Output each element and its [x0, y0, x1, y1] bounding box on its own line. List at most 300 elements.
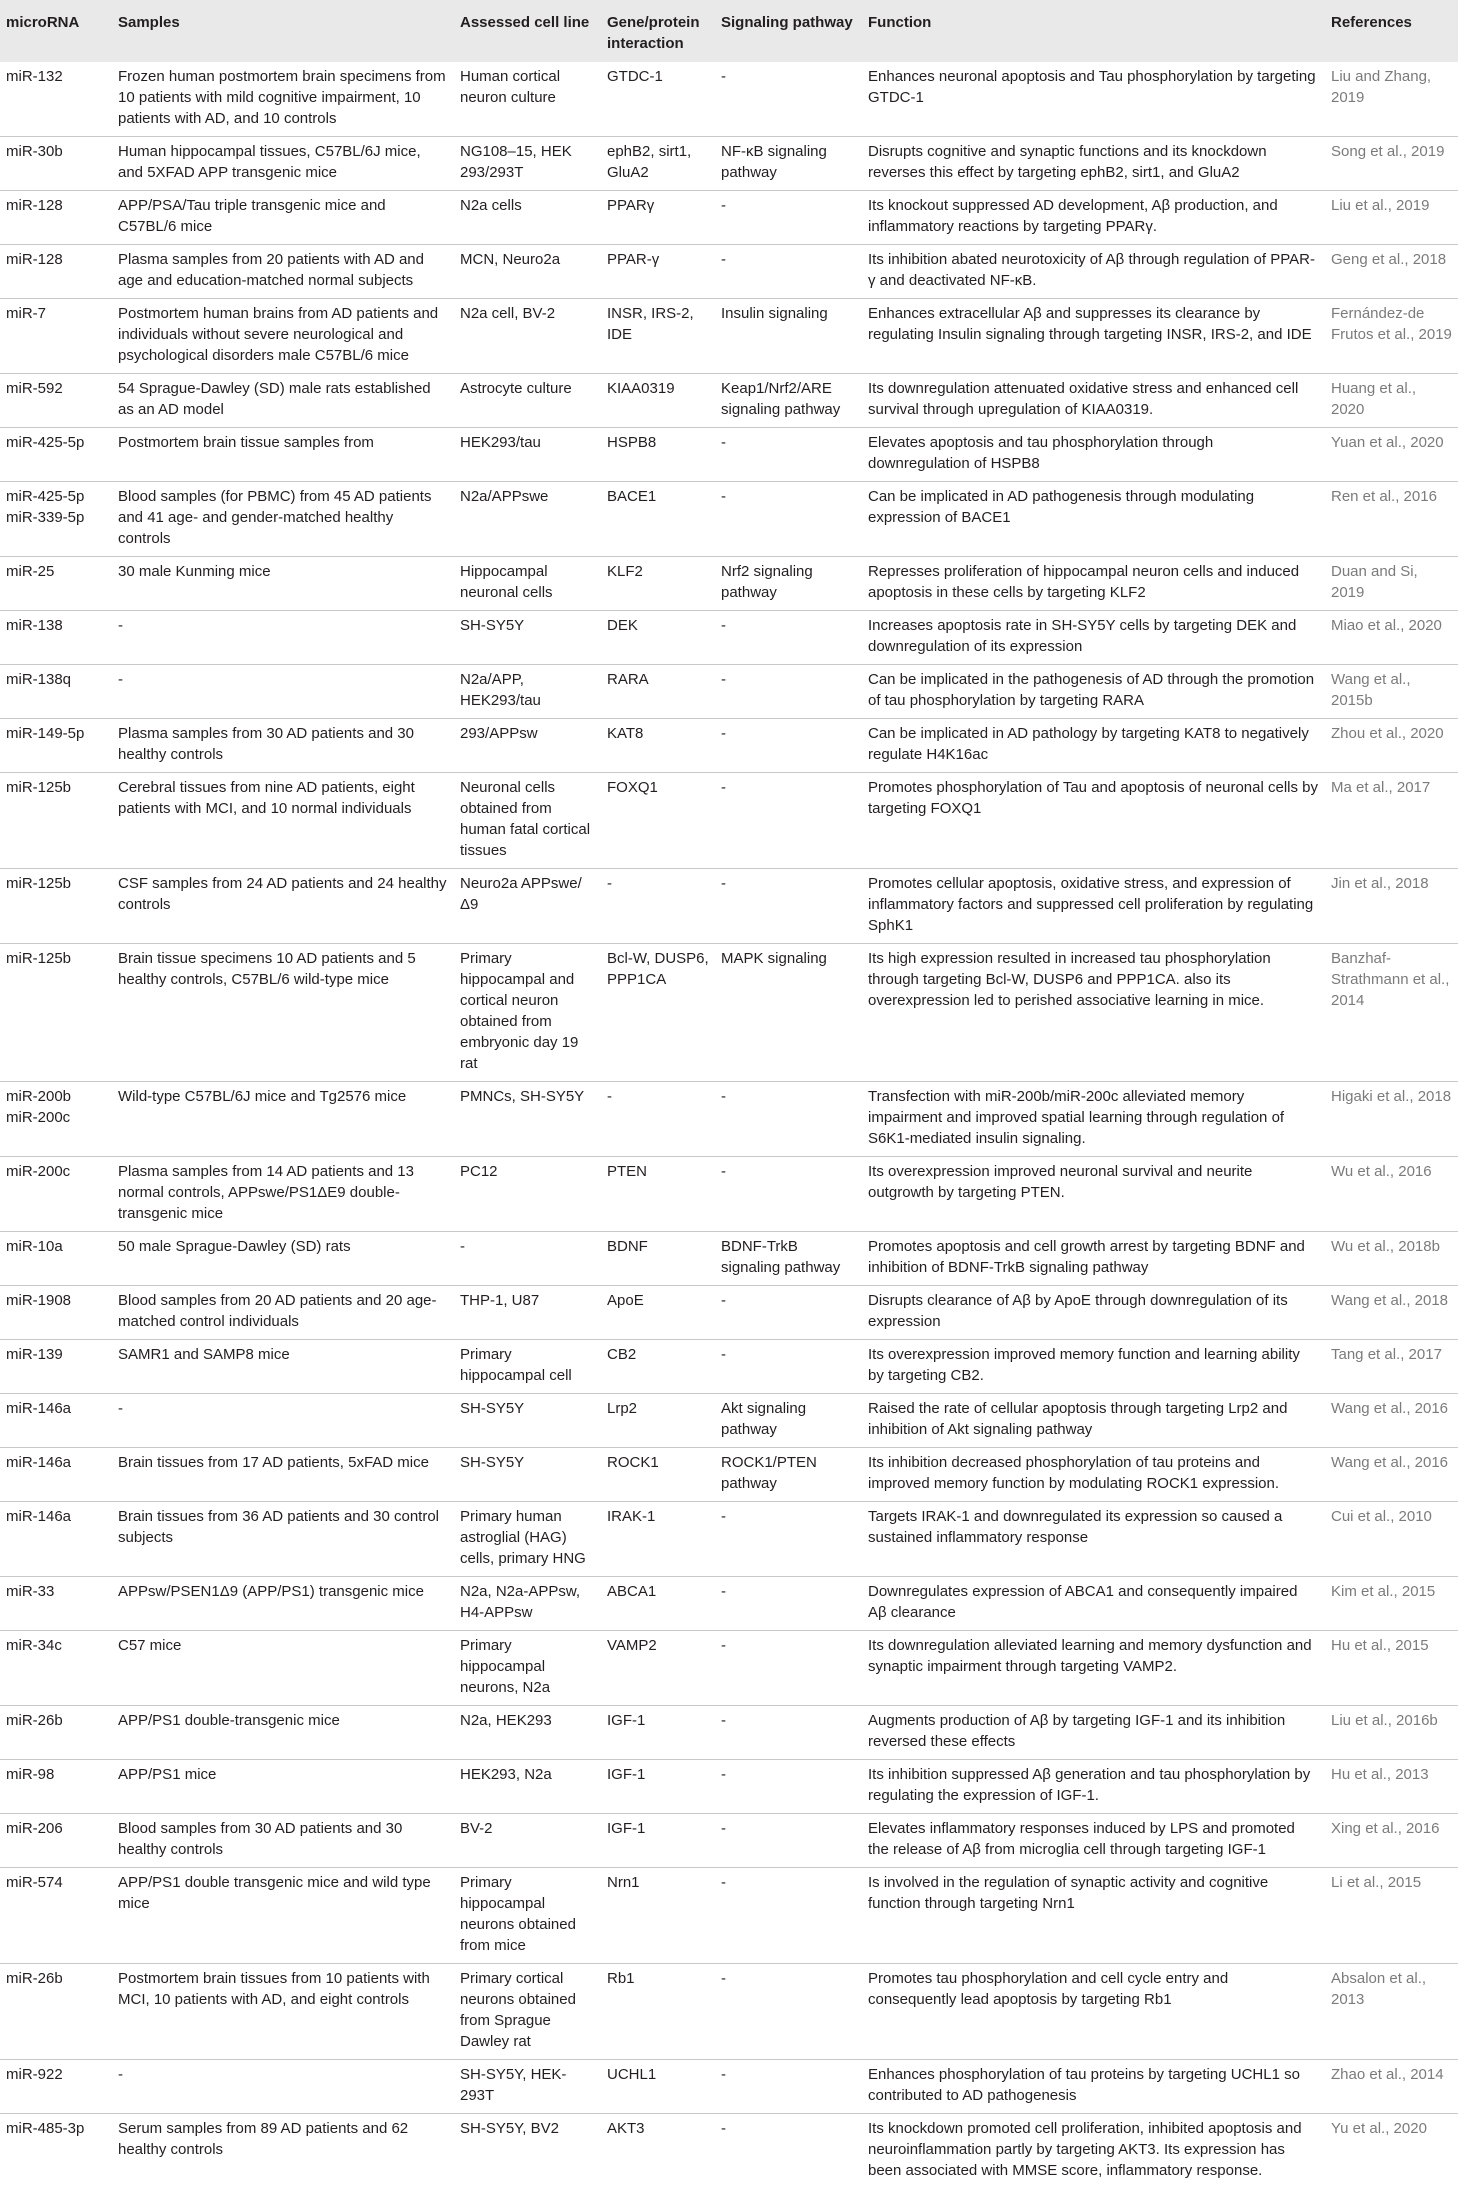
microrna-name: miR-125b: [6, 948, 106, 969]
cell-pathway: -: [715, 245, 862, 299]
cell-samples: Brain tissues from 36 AD patients and 30 control subjects: [112, 1502, 454, 1577]
cell-function: Disrupts cognitive and synaptic functions and its knockdown reverses this effect by targeting ephB2, sirt1, and GluA2: [862, 137, 1325, 191]
microrna-name: miR-339-5p: [6, 507, 106, 528]
cell-pathway: -: [715, 1706, 862, 1760]
cell-samples: Blood samples from 30 AD patients and 30 healthy controls: [112, 1814, 454, 1868]
cell-cell-line: Primary cortical neurons obtained from Sprague Dawley rat: [454, 1964, 601, 2060]
cell-gene: RARA: [601, 665, 715, 719]
cell-pathway: -: [715, 611, 862, 665]
cell-pathway: -: [715, 1964, 862, 2060]
microrna-name: miR-1908: [6, 1290, 106, 1311]
cell-pathway: Nrf2 signaling pathway: [715, 557, 862, 611]
header-row: [0, 0, 1458, 62]
cell-samples: Plasma samples from 20 patients with AD and age and education-matched normal subjects: [112, 245, 454, 299]
cell-gene: PTEN: [601, 1157, 715, 1232]
header-gene: Gene/protein interaction: [601, 0, 715, 62]
cell-pathway: -: [715, 1340, 862, 1394]
cell-microrna: [0, 944, 112, 1082]
cell-samples: Brain tissues from 17 AD patients, 5xFAD mice: [112, 1448, 454, 1502]
table-row: [0, 773, 1458, 869]
cell-microrna: [0, 2114, 112, 2188]
cell-gene: -: [601, 869, 715, 944]
cell-reference: Wu et al., 2016: [1325, 1157, 1458, 1232]
cell-gene: PPARγ: [601, 191, 715, 245]
table-row: [0, 482, 1458, 557]
cell-gene: CB2: [601, 1340, 715, 1394]
header-microrna: microRNA: [0, 0, 112, 62]
cell-cell-line: -: [454, 1232, 601, 1286]
table-row: [0, 1760, 1458, 1814]
cell-cell-line: SH-SY5Y, BV2: [454, 2114, 601, 2188]
cell-function: Promotes tau phosphorylation and cell cycle entry and consequently lead apoptosis by targeting Rb1: [862, 1964, 1325, 2060]
cell-function: Represses proliferation of hippocampal neuron cells and induced apoptosis in these cells by targeting KLF2: [862, 557, 1325, 611]
cell-pathway: NF-κB signaling pathway: [715, 137, 862, 191]
cell-pathway: -: [715, 1286, 862, 1340]
table-row: [0, 1577, 1458, 1631]
cell-samples: Blood samples (for PBMC) from 45 AD patients and 41 age- and gender-matched healthy controls: [112, 482, 454, 557]
microrna-name: miR-146a: [6, 1398, 106, 1419]
cell-pathway: Insulin signaling: [715, 299, 862, 374]
table-header: [0, 0, 1458, 62]
cell-cell-line: Hippocampal neuronal cells: [454, 557, 601, 611]
cell-samples: -: [112, 1394, 454, 1448]
cell-pathway: -: [715, 1502, 862, 1577]
cell-function: Its inhibition abated neurotoxicity of Aβ through regulation of PPAR-γ and deactivated NF-κB.: [862, 245, 1325, 299]
cell-pathway: -: [715, 2114, 862, 2188]
cell-pathway: -: [715, 1577, 862, 1631]
microrna-name: miR-98: [6, 1764, 106, 1785]
cell-gene: KIAA0319: [601, 374, 715, 428]
cell-gene: AKT3: [601, 2114, 715, 2188]
cell-function: Disrupts clearance of Aβ by ApoE through downregulation of its expression: [862, 1286, 1325, 1340]
cell-function: Enhances extracellular Aβ and suppresses its clearance by regulating Insulin signaling through targeting INSR, IRS-2, and IDE: [862, 299, 1325, 374]
microrna-name: miR-10a: [6, 1236, 106, 1257]
cell-samples: 30 male Kunming mice: [112, 557, 454, 611]
table-row: [0, 611, 1458, 665]
cell-reference: Yu et al., 2020: [1325, 2114, 1458, 2188]
cell-microrna: [0, 1394, 112, 1448]
cell-reference: Huang et al., 2020: [1325, 374, 1458, 428]
cell-function: Its downregulation alleviated learning and memory dysfunction and synaptic impairment through targeting VAMP2.: [862, 1631, 1325, 1706]
cell-reference: Wang et al., 2016: [1325, 1448, 1458, 1502]
cell-microrna: [0, 2060, 112, 2114]
cell-samples: Postmortem brain tissue samples from: [112, 428, 454, 482]
cell-microrna: [0, 869, 112, 944]
cell-microrna: [0, 1814, 112, 1868]
cell-microrna: [0, 1286, 112, 1340]
cell-gene: Bcl-W, DUSP6, PPP1CA: [601, 944, 715, 1082]
cell-reference: Liu et al., 2016b: [1325, 1706, 1458, 1760]
cell-cell-line: Primary hippocampal neurons obtained from mice: [454, 1868, 601, 1964]
cell-microrna: [0, 719, 112, 773]
cell-reference: Fernández-de Frutos et al., 2019: [1325, 299, 1458, 374]
microrna-name: miR-574: [6, 1872, 106, 1893]
cell-pathway: BDNF-TrkB signaling pathway: [715, 1232, 862, 1286]
cell-microrna: [0, 557, 112, 611]
microrna-name: miR-592: [6, 378, 106, 399]
microrna-name: miR-128: [6, 195, 106, 216]
table-row: [0, 869, 1458, 944]
cell-reference: Zhao et al., 2014: [1325, 2060, 1458, 2114]
cell-samples: Frozen human postmortem brain specimens from 10 patients with mild cognitive impairment, 10 patients with AD, and 10 controls: [112, 62, 454, 137]
cell-microrna: [0, 1760, 112, 1814]
cell-samples: Blood samples from 20 AD patients and 20 age-matched control individuals: [112, 1286, 454, 1340]
cell-pathway: Akt signaling pathway: [715, 1394, 862, 1448]
cell-cell-line: Primary hippocampal cell: [454, 1340, 601, 1394]
table-row: [0, 1448, 1458, 1502]
cell-microrna: [0, 62, 112, 137]
cell-gene: ApoE: [601, 1286, 715, 1340]
header-samples: Samples: [112, 0, 454, 62]
table-row: [0, 944, 1458, 1082]
table-row: [0, 245, 1458, 299]
cell-samples: -: [112, 611, 454, 665]
cell-cell-line: Primary hippocampal and cortical neuron obtained from embryonic day 19 rat: [454, 944, 601, 1082]
cell-microrna: [0, 1340, 112, 1394]
cell-microrna: [0, 374, 112, 428]
cell-function: Targets IRAK-1 and downregulated its expression so caused a sustained inflammatory response: [862, 1502, 1325, 1577]
microrna-name: miR-200b: [6, 1086, 106, 1107]
cell-reference: Duan and Si, 2019: [1325, 557, 1458, 611]
table-row: [0, 428, 1458, 482]
cell-pathway: -: [715, 1814, 862, 1868]
cell-function: Promotes cellular apoptosis, oxidative stress, and expression of inflammatory factors and suppressed cell proliferation by regulating SphK1: [862, 869, 1325, 944]
microrna-name: miR-33: [6, 1581, 106, 1602]
cell-cell-line: Primary human astroglial (HAG) cells, primary HNG: [454, 1502, 601, 1577]
cell-gene: PPAR-γ: [601, 245, 715, 299]
table-row: [0, 374, 1458, 428]
cell-gene: BDNF: [601, 1232, 715, 1286]
header-pathway: Signaling pathway: [715, 0, 862, 62]
table-row: [0, 1814, 1458, 1868]
cell-reference: Wang et al., 2018: [1325, 1286, 1458, 1340]
cell-microrna: [0, 1448, 112, 1502]
table-row: [0, 1631, 1458, 1706]
cell-pathway: -: [715, 869, 862, 944]
cell-samples: Serum samples from 89 AD patients and 62 healthy controls: [112, 2114, 454, 2188]
cell-cell-line: SH-SY5Y: [454, 1394, 601, 1448]
cell-gene: -: [601, 1082, 715, 1157]
cell-function: Can be implicated in AD pathogenesis through modulating expression of BACE1: [862, 482, 1325, 557]
table-row: [0, 1157, 1458, 1232]
cell-reference: Kim et al., 2015: [1325, 1577, 1458, 1631]
cell-cell-line: MCN, Neuro2a: [454, 245, 601, 299]
cell-cell-line: N2a, HEK293: [454, 1706, 601, 1760]
cell-microrna: [0, 1082, 112, 1157]
header-references: References: [1325, 0, 1458, 62]
cell-gene: KLF2: [601, 557, 715, 611]
microrna-name: miR-125b: [6, 777, 106, 798]
cell-function: Elevates apoptosis and tau phosphorylation through downregulation of HSPB8: [862, 428, 1325, 482]
cell-samples: CSF samples from 24 AD patients and 24 healthy controls: [112, 869, 454, 944]
microrna-name: miR-485-3p: [6, 2118, 106, 2139]
cell-samples: -: [112, 665, 454, 719]
cell-microrna: [0, 611, 112, 665]
cell-cell-line: Primary hippocampal neurons, N2a: [454, 1631, 601, 1706]
cell-function: Elevates inflammatory responses induced by LPS and promoted the release of Aβ from microglia cell through targeting IGF-1: [862, 1814, 1325, 1868]
cell-cell-line: BV-2: [454, 1814, 601, 1868]
cell-pathway: -: [715, 665, 862, 719]
cell-function: Raised the rate of cellular apoptosis through targeting Lrp2 and inhibition of Akt signaling pathway: [862, 1394, 1325, 1448]
cell-reference: Liu and Zhang, 2019: [1325, 62, 1458, 137]
table-row: [0, 2114, 1458, 2188]
cell-samples: APPsw/PSEN1Δ9 (APP/PS1) transgenic mice: [112, 1577, 454, 1631]
cell-gene: IGF-1: [601, 1814, 715, 1868]
cell-microrna: [0, 428, 112, 482]
cell-gene: ROCK1: [601, 1448, 715, 1502]
cell-samples: C57 mice: [112, 1631, 454, 1706]
cell-function: Its overexpression improved memory function and learning ability by targeting CB2.: [862, 1340, 1325, 1394]
cell-gene: HSPB8: [601, 428, 715, 482]
cell-reference: Wang et al., 2016: [1325, 1394, 1458, 1448]
cell-gene: ABCA1: [601, 1577, 715, 1631]
microrna-name: miR-138: [6, 615, 106, 636]
cell-reference: Jin et al., 2018: [1325, 869, 1458, 944]
cell-gene: GTDC-1: [601, 62, 715, 137]
table-row: [0, 1706, 1458, 1760]
cell-function: Enhances neuronal apoptosis and Tau phosphorylation by targeting GTDC-1: [862, 62, 1325, 137]
cell-reference: Yuan et al., 2020: [1325, 428, 1458, 482]
cell-microrna: [0, 191, 112, 245]
cell-function: Is involved in the regulation of synaptic activity and cognitive function through targeting Nrn1: [862, 1868, 1325, 1964]
cell-gene: UCHL1: [601, 2060, 715, 2114]
cell-gene: IGF-1: [601, 1706, 715, 1760]
cell-samples: 54 Sprague-Dawley (SD) male rats established as an AD model: [112, 374, 454, 428]
cell-gene: Nrn1: [601, 1868, 715, 1964]
cell-samples: Cerebral tissues from nine AD patients, eight patients with MCI, and 10 normal individuals: [112, 773, 454, 869]
cell-function: Can be implicated in AD pathology by targeting KAT8 to negatively regulate H4K16ac: [862, 719, 1325, 773]
cell-gene: ephB2, sirt1, GluA2: [601, 137, 715, 191]
cell-samples: APP/PSA/Tau triple transgenic mice and C57BL/6 mice: [112, 191, 454, 245]
cell-cell-line: SH-SY5Y: [454, 611, 601, 665]
cell-function: Its inhibition decreased phosphorylation of tau proteins and improved memory function by modulating ROCK1 expression.: [862, 1448, 1325, 1502]
cell-pathway: -: [715, 1082, 862, 1157]
cell-function: Downregulates expression of ABCA1 and consequently impaired Aβ clearance: [862, 1577, 1325, 1631]
table-row: [0, 62, 1458, 137]
cell-samples: Wild-type C57BL/6J mice and Tg2576 mice: [112, 1082, 454, 1157]
microrna-name: miR-26b: [6, 1710, 106, 1731]
cell-samples: SAMR1 and SAMP8 mice: [112, 1340, 454, 1394]
microrna-name: miR-200c: [6, 1107, 106, 1128]
cell-samples: -: [112, 2060, 454, 2114]
cell-reference: Miao et al., 2020: [1325, 611, 1458, 665]
microrna-name: miR-425-5p: [6, 486, 106, 507]
cell-pathway: -: [715, 1868, 862, 1964]
table-row: [0, 1964, 1458, 2060]
cell-gene: DEK: [601, 611, 715, 665]
cell-microrna: [0, 665, 112, 719]
microrna-name: miR-200c: [6, 1161, 106, 1182]
cell-function: Promotes apoptosis and cell growth arrest by targeting BDNF and inhibition of BDNF-TrkB signaling pathway: [862, 1232, 1325, 1286]
cell-gene: KAT8: [601, 719, 715, 773]
cell-microrna: [0, 1577, 112, 1631]
microrna-name: miR-128: [6, 249, 106, 270]
cell-microrna: [0, 1706, 112, 1760]
cell-reference: Hu et al., 2013: [1325, 1760, 1458, 1814]
cell-reference: Song et al., 2019: [1325, 137, 1458, 191]
cell-function: Augments production of Aβ by targeting IGF-1 and its inhibition reversed these effects: [862, 1706, 1325, 1760]
cell-function: Its knockdown promoted cell proliferation, inhibited apoptosis and neuroinflammation partly by targeting AKT3. Its expression has been associated with MMSE score, inflammatory response.: [862, 2114, 1325, 2188]
cell-pathway: -: [715, 719, 862, 773]
table-body: [0, 62, 1458, 2188]
cell-reference: Xing et al., 2016: [1325, 1814, 1458, 1868]
cell-microrna: [0, 1868, 112, 1964]
table-row: [0, 1082, 1458, 1157]
cell-reference: Li et al., 2015: [1325, 1868, 1458, 1964]
cell-reference: Tang et al., 2017: [1325, 1340, 1458, 1394]
cell-reference: Wu et al., 2018b: [1325, 1232, 1458, 1286]
microrna-name: miR-139: [6, 1344, 106, 1365]
cell-pathway: -: [715, 2060, 862, 2114]
cell-reference: Higaki et al., 2018: [1325, 1082, 1458, 1157]
microrna-name: miR-146a: [6, 1506, 106, 1527]
cell-samples: 50 male Sprague-Dawley (SD) rats: [112, 1232, 454, 1286]
cell-reference: Cui et al., 2010: [1325, 1502, 1458, 1577]
cell-function: Transfection with miR-200b/miR-200c alleviated memory impairment and improved spatial learning through regulation of S6K1-mediated insulin signaling.: [862, 1082, 1325, 1157]
header-cell-line: Assessed cell line: [454, 0, 601, 62]
cell-cell-line: SH-SY5Y, HEK-293T: [454, 2060, 601, 2114]
table-row: [0, 191, 1458, 245]
cell-function: Promotes phosphorylation of Tau and apoptosis of neuronal cells by targeting FOXQ1: [862, 773, 1325, 869]
table-row: [0, 299, 1458, 374]
cell-reference: Liu et al., 2019: [1325, 191, 1458, 245]
cell-gene: Rb1: [601, 1964, 715, 2060]
table-row: [0, 1868, 1458, 1964]
cell-pathway: MAPK signaling: [715, 944, 862, 1082]
cell-gene: FOXQ1: [601, 773, 715, 869]
cell-samples: Plasma samples from 30 AD patients and 30 healthy controls: [112, 719, 454, 773]
cell-pathway: ROCK1/PTEN pathway: [715, 1448, 862, 1502]
cell-cell-line: NG108–15, HEK 293/293T: [454, 137, 601, 191]
microrna-name: miR-132: [6, 66, 106, 87]
cell-microrna: [0, 1502, 112, 1577]
cell-cell-line: 293/APPsw: [454, 719, 601, 773]
cell-samples: APP/PS1 mice: [112, 1760, 454, 1814]
microrna-name: miR-25: [6, 561, 106, 582]
cell-samples: Brain tissue specimens 10 AD patients and 5 healthy controls, C57BL/6 wild-type mice: [112, 944, 454, 1082]
table-row: [0, 1286, 1458, 1340]
cell-cell-line: N2a cells: [454, 191, 601, 245]
cell-samples: Plasma samples from 14 AD patients and 13 normal controls, APPswe/PS1ΔE9 double-transgenic mice: [112, 1157, 454, 1232]
cell-cell-line: THP-1, U87: [454, 1286, 601, 1340]
microrna-name: miR-26b: [6, 1968, 106, 1989]
cell-reference: Absalon et al., 2013: [1325, 1964, 1458, 2060]
cell-gene: VAMP2: [601, 1631, 715, 1706]
cell-function: Its knockout suppressed AD development, Aβ production, and inflammatory reactions by targeting PPARγ.: [862, 191, 1325, 245]
microrna-name: miR-149-5p: [6, 723, 106, 744]
cell-microrna: [0, 1232, 112, 1286]
microrna-name: miR-34c: [6, 1635, 106, 1656]
microrna-name: miR-125b: [6, 873, 106, 894]
cell-pathway: Keap1/Nrf2/ARE signaling pathway: [715, 374, 862, 428]
cell-gene: IRAK-1: [601, 1502, 715, 1577]
cell-cell-line: Human cortical neuron culture: [454, 62, 601, 137]
cell-samples: Postmortem brain tissues from 10 patients with MCI, 10 patients with AD, and eight controls: [112, 1964, 454, 2060]
cell-microrna: [0, 137, 112, 191]
table-row: [0, 665, 1458, 719]
cell-function: Increases apoptosis rate in SH-SY5Y cells by targeting DEK and downregulation of its expression: [862, 611, 1325, 665]
cell-pathway: -: [715, 428, 862, 482]
cell-function: Its downregulation attenuated oxidative stress and enhanced cell survival through upregulation of KIAA0319.: [862, 374, 1325, 428]
table-row: [0, 1340, 1458, 1394]
cell-reference: Banzhaf-Strathmann et al., 2014: [1325, 944, 1458, 1082]
cell-pathway: -: [715, 191, 862, 245]
microrna-name: miR-206: [6, 1818, 106, 1839]
cell-cell-line: SH-SY5Y: [454, 1448, 601, 1502]
cell-function: Its inhibition suppressed Aβ generation and tau phosphorylation by regulating the expression of IGF-1.: [862, 1760, 1325, 1814]
cell-samples: APP/PS1 double transgenic mice and wild type mice: [112, 1868, 454, 1964]
cell-samples: Postmortem human brains from AD patients and individuals without severe neurological and psychological disorders male C57BL/6 mice: [112, 299, 454, 374]
microrna-name: miR-425-5p: [6, 432, 106, 453]
cell-cell-line: N2a, N2a-APPsw, H4-APPsw: [454, 1577, 601, 1631]
cell-pathway: -: [715, 1631, 862, 1706]
cell-cell-line: HEK293, N2a: [454, 1760, 601, 1814]
table-row: [0, 1502, 1458, 1577]
cell-reference: Hu et al., 2015: [1325, 1631, 1458, 1706]
cell-function: Can be implicated in the pathogenesis of AD through the promotion of tau phosphorylation by targeting RARA: [862, 665, 1325, 719]
cell-function: Enhances phosphorylation of tau proteins by targeting UCHL1 so contributed to AD pathogenesis: [862, 2060, 1325, 2114]
cell-pathway: -: [715, 773, 862, 869]
cell-gene: INSR, IRS-2, IDE: [601, 299, 715, 374]
cell-microrna: [0, 773, 112, 869]
cell-cell-line: PMNCs, SH-SY5Y: [454, 1082, 601, 1157]
cell-cell-line: PC12: [454, 1157, 601, 1232]
table-row: [0, 2060, 1458, 2114]
microrna-name: miR-138q: [6, 669, 106, 690]
cell-reference: Zhou et al., 2020: [1325, 719, 1458, 773]
header-function: Function: [862, 0, 1325, 62]
cell-gene: IGF-1: [601, 1760, 715, 1814]
table-row: [0, 1394, 1458, 1448]
microrna-name: miR-146a: [6, 1452, 106, 1473]
cell-pathway: -: [715, 62, 862, 137]
cell-pathway: -: [715, 1157, 862, 1232]
cell-cell-line: Neuro2a APPswe/Δ9: [454, 869, 601, 944]
cell-reference: Ren et al., 2016: [1325, 482, 1458, 557]
cell-function: Its high expression resulted in increased tau phosphorylation through targeting Bcl-W, DUSP6 and PPP1CA. also its overexpression led to perished associative learning in mice.: [862, 944, 1325, 1082]
cell-cell-line: Astrocyte culture: [454, 374, 601, 428]
cell-microrna: [0, 1157, 112, 1232]
cell-pathway: -: [715, 1760, 862, 1814]
table-row: [0, 719, 1458, 773]
cell-cell-line: N2a/APP, HEK293/tau: [454, 665, 601, 719]
cell-microrna: [0, 1964, 112, 2060]
cell-reference: Geng et al., 2018: [1325, 245, 1458, 299]
table-row: [0, 1232, 1458, 1286]
cell-reference: Ma et al., 2017: [1325, 773, 1458, 869]
cell-pathway: -: [715, 482, 862, 557]
microrna-name: miR-30b: [6, 141, 106, 162]
microrna-name: miR-7: [6, 303, 106, 324]
cell-microrna: [0, 1631, 112, 1706]
table-row: [0, 557, 1458, 611]
cell-gene: Lrp2: [601, 1394, 715, 1448]
microrna-name: miR-922: [6, 2064, 106, 2085]
cell-samples: Human hippocampal tissues, C57BL/6J mice, and 5XFAD APP transgenic mice: [112, 137, 454, 191]
cell-microrna: [0, 482, 112, 557]
cell-cell-line: Neuronal cells obtained from human fatal cortical tissues: [454, 773, 601, 869]
cell-microrna: [0, 245, 112, 299]
cell-microrna: [0, 299, 112, 374]
cell-samples: APP/PS1 double-transgenic mice: [112, 1706, 454, 1760]
table-row: [0, 137, 1458, 191]
cell-function: Its overexpression improved neuronal survival and neurite outgrowth by targeting PTEN.: [862, 1157, 1325, 1232]
cell-cell-line: N2a/APPswe: [454, 482, 601, 557]
cell-cell-line: HEK293/tau: [454, 428, 601, 482]
cell-gene: BACE1: [601, 482, 715, 557]
cell-cell-line: N2a cell, BV-2: [454, 299, 601, 374]
cell-reference: Wang et al., 2015b: [1325, 665, 1458, 719]
